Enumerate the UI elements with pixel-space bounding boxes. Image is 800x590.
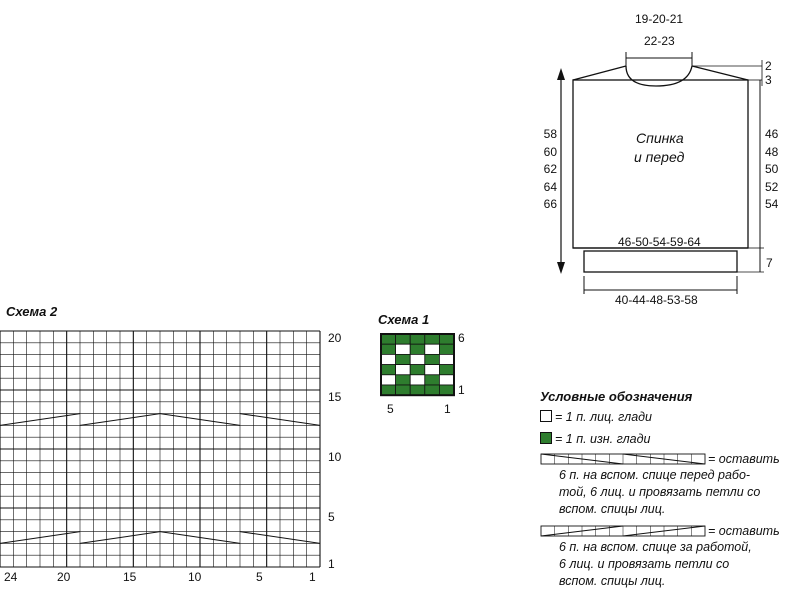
cable-back-line-1: 6 п. на вспом. спице за работой, [559, 540, 752, 554]
scheme1-title: Схема 1 [378, 312, 430, 327]
cable-back-line-3: вспом. спицы лиц. [559, 574, 666, 588]
cable-front-line-2: той, 6 лиц. и провязать петли со [559, 485, 761, 499]
rib-height-label: 7 [766, 256, 773, 270]
left-height-4: 64 [543, 179, 557, 194]
legend-purl-text: = 1 п. изн. глади [555, 432, 651, 446]
scheme2-col-15: 15 [123, 570, 137, 584]
rib-width-label: 40-44-48-53-58 [615, 293, 698, 307]
cable-front-line-3: вспом. спицы лиц. [559, 502, 666, 516]
right-height-3: 50 [765, 162, 779, 176]
neck-width-label-2: 22-23 [644, 34, 675, 48]
scheme1-bottom-right: 1 [458, 383, 465, 397]
scheme2-col-20: 20 [57, 570, 71, 584]
cable-back-line-2: 6 лиц. и провязать петли со [559, 557, 730, 571]
cable-back-desc [559, 539, 752, 590]
neck-width-label-1: 19-20-21 [635, 12, 684, 26]
right-height-1: 46 [765, 127, 779, 141]
scheme2-col-1: 1 [309, 570, 316, 584]
scheme2-row-15: 15 [328, 390, 342, 404]
scheme2-row-20: 20 [328, 331, 342, 345]
legend-knit-text: = 1 п. лиц. глади [555, 410, 653, 424]
right-height-5: 54 [765, 197, 779, 211]
shoulder-label-second: 3 [765, 73, 772, 87]
left-height-5: 66 [543, 197, 557, 211]
scheme1-top-right: 6 [458, 331, 465, 345]
scheme2-row-1: 1 [328, 557, 335, 571]
cable-front-desc [559, 467, 760, 518]
scheme2-col-10: 10 [188, 570, 202, 584]
scheme1-bottom-left: 5 [387, 402, 394, 416]
legend-title: Условные обозначения [540, 389, 693, 404]
scheme2-title: Схема 2 [6, 304, 58, 319]
body-width-label: 46-50-54-59-64 [618, 235, 701, 249]
scheme2-col-5: 5 [256, 570, 263, 584]
left-height-2: 60 [543, 144, 557, 159]
left-height-1: 58 [543, 127, 557, 141]
scheme2-col-24: 24 [4, 570, 18, 584]
right-height-2: 48 [765, 144, 779, 159]
panel-label-2: и перед [634, 149, 685, 165]
cable-front-suffix: = оставить [708, 452, 780, 466]
scheme2-row-5: 5 [328, 510, 335, 524]
left-height-3: 62 [543, 162, 557, 176]
cable-front-line-1: 6 п. на вспом. спице перед рабо- [559, 468, 751, 482]
panel-label-1: Спинка [636, 130, 684, 146]
cable-back-suffix: = оставить [708, 524, 780, 538]
shoulder-label-top: 2 [765, 59, 772, 73]
scheme2-row-10: 10 [328, 450, 342, 464]
right-height-4: 52 [765, 179, 779, 194]
scheme1-bottom-right-col: 1 [444, 402, 451, 416]
